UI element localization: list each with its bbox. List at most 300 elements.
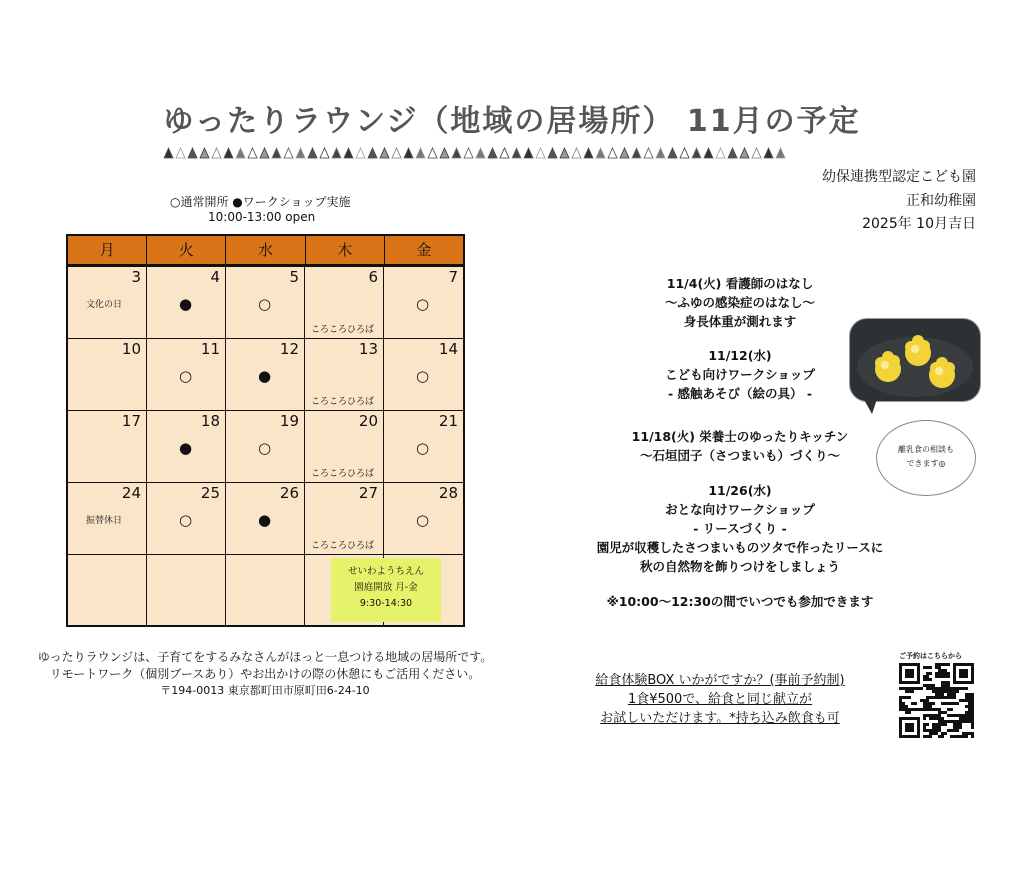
qr-module bbox=[923, 684, 926, 687]
qr-module bbox=[905, 690, 908, 693]
qr-module bbox=[938, 672, 941, 675]
calendar-cell bbox=[68, 555, 147, 627]
qr-module bbox=[935, 666, 938, 669]
qr-module bbox=[965, 693, 968, 696]
qr-module bbox=[938, 663, 941, 666]
qr-module bbox=[935, 708, 938, 711]
page-title: ゆったりラウンジ（地域の居場所） 11月の予定 bbox=[163, 104, 861, 139]
triangle-ornament bbox=[308, 148, 317, 158]
hiroba-note: ころころひろば bbox=[311, 397, 375, 407]
qr-module bbox=[938, 708, 941, 711]
qr-module bbox=[938, 720, 941, 723]
qr-module bbox=[944, 672, 947, 675]
qr-module bbox=[926, 672, 929, 675]
calendar-cell bbox=[226, 483, 305, 555]
hiroba-note: ころころひろば bbox=[311, 541, 375, 551]
qr-module bbox=[926, 714, 929, 717]
qr-module bbox=[905, 708, 908, 711]
qr-module bbox=[944, 711, 947, 714]
day-number: 12 bbox=[279, 340, 299, 358]
qr-module bbox=[929, 678, 932, 681]
qr-module bbox=[932, 696, 935, 699]
qr-module bbox=[911, 690, 914, 693]
day-number: 5 bbox=[289, 268, 299, 286]
qr-module bbox=[938, 729, 941, 732]
qr-module bbox=[929, 666, 932, 669]
qr-module bbox=[965, 720, 968, 723]
qr-module bbox=[935, 723, 938, 726]
qr-module bbox=[947, 672, 950, 675]
qr-module bbox=[929, 714, 932, 717]
footer-address: 〒194-0013 東京都町田市原町田6-24-10 bbox=[160, 684, 370, 697]
footer-usage: リモートワーク（個別ブースあり）やお出かけの際の休憩にもご活用ください。 bbox=[49, 667, 481, 681]
event-title: 11/4(火) 看護師のはなし bbox=[666, 276, 814, 291]
qr-module bbox=[899, 702, 902, 705]
open-mark: ○ bbox=[258, 439, 272, 457]
qr-module bbox=[959, 714, 962, 717]
qr-module bbox=[959, 735, 962, 738]
qr-module bbox=[959, 699, 962, 702]
qr-module bbox=[950, 720, 953, 723]
qr-module bbox=[935, 663, 938, 666]
qr-module bbox=[902, 705, 905, 708]
org-type: 幼保連携型認定こども園 bbox=[822, 169, 976, 185]
triangle-ornament bbox=[200, 148, 209, 158]
calendar-cell bbox=[147, 339, 226, 411]
qr-module bbox=[932, 729, 935, 732]
qr-module bbox=[944, 702, 947, 705]
triangle-ornament bbox=[320, 148, 329, 158]
qr-module bbox=[965, 732, 968, 735]
event-subtitle: - リースづくり - bbox=[693, 521, 787, 536]
triangle-ornament bbox=[716, 148, 725, 158]
qr-module bbox=[971, 723, 974, 726]
triangle-ornament bbox=[188, 148, 197, 158]
calendar-cell bbox=[305, 411, 384, 483]
qr-module bbox=[962, 687, 965, 690]
triangle-ornament bbox=[404, 148, 413, 158]
qr-module bbox=[908, 711, 911, 714]
triangle-ornament bbox=[416, 148, 425, 158]
qr-module bbox=[911, 702, 914, 705]
qr-module bbox=[914, 708, 917, 711]
org-name: 正和幼稚園 bbox=[906, 193, 976, 209]
qr-module bbox=[905, 723, 914, 732]
triangle-ornament bbox=[332, 148, 341, 158]
garden-open-hours: 9:30-14:30 bbox=[359, 598, 413, 609]
qr-module bbox=[968, 711, 971, 714]
dango-photo bbox=[849, 318, 981, 402]
triangle-ornament bbox=[224, 148, 233, 158]
qr-module bbox=[956, 720, 959, 723]
qr-module bbox=[971, 735, 974, 738]
day-number: 3 bbox=[131, 268, 141, 286]
qr-module bbox=[956, 723, 959, 726]
qr-module bbox=[923, 729, 926, 732]
workshop-mark: ● bbox=[258, 511, 272, 529]
qr-module bbox=[953, 726, 956, 729]
calendar-cell bbox=[384, 483, 463, 555]
qr-module bbox=[971, 726, 974, 729]
qr-module bbox=[944, 663, 947, 666]
qr-module bbox=[938, 717, 941, 720]
qr-module bbox=[941, 681, 944, 684]
calendar-header bbox=[68, 236, 463, 267]
qr-module bbox=[968, 702, 971, 705]
triangle-ornament bbox=[272, 148, 281, 158]
calendar-cell bbox=[384, 339, 463, 411]
weekday-mon: 月 bbox=[68, 236, 147, 264]
qr-module bbox=[971, 708, 974, 711]
qr-module bbox=[932, 702, 935, 705]
triangle-ornament bbox=[212, 148, 221, 158]
triangle-ornament bbox=[656, 148, 665, 158]
reservation-qr-code[interactable] bbox=[899, 663, 974, 738]
qr-module bbox=[929, 708, 932, 711]
qr-module bbox=[929, 717, 932, 720]
qr-module bbox=[965, 687, 968, 690]
event-description-2: 秋の自然物を飾りつけをしましょう bbox=[639, 559, 840, 574]
qr-module bbox=[968, 717, 971, 720]
lunch-box-title: 給食体験BOX いかがですか？(事前予約制) bbox=[595, 673, 845, 688]
day-number: 17 bbox=[121, 412, 141, 430]
event-title: おとな向けワークショップ bbox=[665, 502, 815, 517]
event-title: こども向けワークショップ bbox=[665, 367, 815, 382]
qr-module bbox=[902, 702, 905, 705]
legend: ○通常開所 ●ワークショップ実施 bbox=[170, 195, 351, 209]
qr-module bbox=[935, 672, 938, 675]
qr-module bbox=[914, 702, 917, 705]
day-number: 21 bbox=[438, 412, 458, 430]
qr-module bbox=[929, 672, 932, 675]
triangle-ornament bbox=[380, 148, 389, 158]
calendar-cell bbox=[147, 483, 226, 555]
qr-module bbox=[929, 735, 932, 738]
qr-module bbox=[899, 705, 902, 708]
triangle-ornament bbox=[668, 148, 677, 158]
triangle-ornament bbox=[344, 148, 353, 158]
qr-module bbox=[959, 717, 962, 720]
qr-module bbox=[947, 696, 950, 699]
calendar-cell bbox=[68, 411, 147, 483]
triangle-ornament bbox=[584, 148, 593, 158]
triangle-ornament bbox=[536, 148, 545, 158]
lunch-box-note: お試しいただけます。*持ち込み飲食も可 bbox=[600, 711, 840, 726]
qr-module bbox=[956, 735, 959, 738]
qr-module bbox=[965, 696, 968, 699]
hiroba-note: ころころひろば bbox=[311, 469, 375, 479]
qr-module bbox=[968, 705, 971, 708]
qr-module bbox=[962, 714, 965, 717]
qr-module bbox=[932, 726, 935, 729]
qr-module bbox=[929, 696, 932, 699]
triangle-ornament bbox=[632, 148, 641, 158]
qr-module bbox=[932, 684, 935, 687]
qr-module bbox=[935, 714, 938, 717]
qr-module bbox=[932, 714, 935, 717]
day-number: 10 bbox=[121, 340, 141, 358]
qr-module bbox=[944, 675, 947, 678]
qr-module bbox=[911, 708, 914, 711]
qr-module bbox=[950, 708, 953, 711]
qr-module bbox=[920, 687, 923, 690]
qr-module bbox=[926, 696, 929, 699]
participation-note: ※10:00～12:30の間でいつでも参加できます bbox=[606, 594, 874, 609]
qr-module bbox=[944, 681, 947, 684]
open-mark: ○ bbox=[416, 367, 430, 385]
qr-module bbox=[971, 699, 974, 702]
qr-module bbox=[956, 714, 959, 717]
calendar bbox=[66, 234, 465, 627]
triangle-ornament bbox=[464, 148, 473, 158]
triangle-ornament bbox=[452, 148, 461, 158]
qr-module bbox=[941, 675, 944, 678]
triangle-ornament bbox=[548, 148, 557, 158]
garden-open-days: 園庭開放 月-金 bbox=[354, 582, 418, 593]
qr-module bbox=[932, 690, 935, 693]
qr-module bbox=[905, 669, 914, 678]
qr-module bbox=[944, 684, 947, 687]
qr-module bbox=[947, 720, 950, 723]
open-mark: ○ bbox=[179, 511, 193, 529]
qr-module bbox=[959, 687, 962, 690]
hiroba-note: ころころひろば bbox=[311, 325, 375, 335]
qr-module bbox=[926, 687, 929, 690]
calendar-cell bbox=[226, 555, 305, 627]
qr-module bbox=[971, 711, 974, 714]
qr-module bbox=[926, 723, 929, 726]
qr-module bbox=[938, 726, 941, 729]
day-number: 11 bbox=[200, 340, 220, 358]
qr-module bbox=[950, 729, 953, 732]
qr-module bbox=[932, 723, 935, 726]
qr-module bbox=[968, 699, 971, 702]
qr-module bbox=[971, 693, 974, 696]
qr-module bbox=[956, 729, 959, 732]
triangle-ornament bbox=[740, 148, 749, 158]
qr-module bbox=[938, 675, 941, 678]
qr-module bbox=[941, 735, 944, 738]
qr-module bbox=[941, 702, 944, 705]
weekday-thu: 木 bbox=[306, 236, 385, 264]
day-number: 18 bbox=[200, 412, 220, 430]
qr-module bbox=[968, 693, 971, 696]
qr-module bbox=[926, 735, 929, 738]
qr-module bbox=[938, 696, 941, 699]
holiday-note: 文化の日 bbox=[86, 300, 123, 310]
day-number: 27 bbox=[358, 484, 378, 502]
triangle-ornament bbox=[284, 148, 293, 158]
qr-module bbox=[971, 696, 974, 699]
calendar-cell bbox=[226, 411, 305, 483]
qr-module bbox=[947, 690, 950, 693]
qr-module bbox=[908, 687, 911, 690]
qr-module bbox=[950, 690, 953, 693]
day-number: 25 bbox=[200, 484, 220, 502]
triangle-ornament bbox=[776, 148, 785, 158]
weekday-wed: 水 bbox=[226, 236, 305, 264]
calendar-cell bbox=[147, 267, 226, 339]
qr-module bbox=[941, 693, 944, 696]
qr-module bbox=[938, 693, 941, 696]
qr-module bbox=[968, 696, 971, 699]
qr-module bbox=[938, 687, 941, 690]
triangle-ornament bbox=[476, 148, 485, 158]
day-number: 6 bbox=[368, 268, 378, 286]
qr-module bbox=[926, 702, 929, 705]
qr-module bbox=[947, 729, 950, 732]
qr-module bbox=[971, 720, 974, 723]
qr-module bbox=[965, 735, 968, 738]
event-adult-workshop bbox=[540, 481, 940, 576]
qr-module bbox=[899, 699, 902, 702]
qr-module bbox=[938, 735, 941, 738]
calendar-cell bbox=[305, 267, 384, 339]
qr-module bbox=[926, 678, 929, 681]
triangle-ornament bbox=[512, 148, 521, 158]
qr-module bbox=[944, 732, 947, 735]
triangle-ornament bbox=[236, 148, 245, 158]
qr-module bbox=[911, 687, 914, 690]
qr-module bbox=[941, 696, 944, 699]
qr-module bbox=[932, 708, 935, 711]
qr-module bbox=[965, 714, 968, 717]
triangle-ornament bbox=[704, 148, 713, 158]
qr-module bbox=[926, 729, 929, 732]
calendar-cell bbox=[305, 339, 384, 411]
qr-module bbox=[953, 690, 956, 693]
triangle-ornament bbox=[764, 148, 773, 158]
kindergarten-name: せいわようちえん bbox=[347, 566, 424, 577]
qr-module bbox=[929, 687, 932, 690]
consultation-bubble bbox=[876, 420, 976, 496]
qr-module bbox=[926, 675, 929, 678]
qr-module bbox=[908, 696, 911, 699]
qr-module bbox=[947, 702, 950, 705]
qr-module bbox=[923, 678, 926, 681]
triangle-ornament bbox=[260, 148, 269, 158]
qr-module bbox=[926, 705, 929, 708]
calendar-cell bbox=[68, 267, 147, 339]
triangle-ornament bbox=[440, 148, 449, 158]
triangle-ornament bbox=[500, 148, 509, 158]
qr-module bbox=[923, 666, 926, 669]
bubble-line-2: できます◎ bbox=[906, 459, 946, 468]
qr-module bbox=[962, 735, 965, 738]
qr-module bbox=[947, 693, 950, 696]
reservation-label: ご予約はこちらから bbox=[899, 652, 962, 660]
qr-module bbox=[914, 687, 917, 690]
calendar-cell bbox=[147, 555, 226, 627]
qr-module bbox=[947, 663, 950, 666]
qr-module bbox=[923, 708, 926, 711]
qr-module bbox=[950, 714, 953, 717]
weekday-fri: 金 bbox=[416, 241, 432, 259]
calendar-cell bbox=[68, 339, 147, 411]
qr-module bbox=[905, 705, 908, 708]
day-number: 14 bbox=[438, 340, 458, 358]
day-number: 26 bbox=[279, 484, 299, 502]
workshop-mark: ● bbox=[258, 367, 272, 385]
calendar-cell bbox=[147, 411, 226, 483]
qr-module bbox=[968, 720, 971, 723]
qr-module bbox=[941, 687, 944, 690]
qr-module bbox=[965, 699, 968, 702]
qr-module bbox=[923, 726, 926, 729]
qr-module bbox=[950, 693, 953, 696]
event-title: 11/18(火) 栄養士のゆったりキッチン bbox=[631, 429, 849, 444]
qr-module bbox=[947, 687, 950, 690]
qr-module bbox=[941, 690, 944, 693]
triangle-ornament bbox=[296, 148, 305, 158]
qr-module bbox=[959, 723, 962, 726]
open-mark: ○ bbox=[416, 511, 430, 529]
qr-module bbox=[968, 714, 971, 717]
qr-module bbox=[965, 711, 968, 714]
triangle-ornament bbox=[368, 148, 377, 158]
bubble-line-1: 離乳食の相談も bbox=[898, 445, 954, 454]
qr-module bbox=[953, 702, 956, 705]
qr-module bbox=[908, 708, 911, 711]
qr-module bbox=[941, 684, 944, 687]
qr-module bbox=[962, 720, 965, 723]
qr-module bbox=[971, 732, 974, 735]
qr-module bbox=[938, 690, 941, 693]
qr-module bbox=[935, 726, 938, 729]
triangle-ornament bbox=[176, 148, 185, 158]
qr-module bbox=[962, 717, 965, 720]
qr-module bbox=[953, 714, 956, 717]
qr-module bbox=[944, 720, 947, 723]
calendar-cell bbox=[305, 483, 384, 555]
qr-module bbox=[971, 714, 974, 717]
event-date: 11/12(水) bbox=[708, 348, 772, 363]
qr-module bbox=[938, 669, 941, 672]
triangle-ornament bbox=[752, 148, 761, 158]
qr-module bbox=[944, 723, 947, 726]
day-number: 7 bbox=[448, 268, 458, 286]
triangle-ornament bbox=[572, 148, 581, 158]
qr-module bbox=[935, 693, 938, 696]
qr-module bbox=[932, 687, 935, 690]
qr-module bbox=[971, 702, 974, 705]
qr-module bbox=[953, 693, 956, 696]
qr-module bbox=[902, 696, 905, 699]
qr-module bbox=[959, 720, 962, 723]
qr-module bbox=[950, 687, 953, 690]
qr-module bbox=[899, 687, 902, 690]
calendar-cell bbox=[226, 267, 305, 339]
qr-module bbox=[923, 705, 926, 708]
triangle-ornament bbox=[164, 148, 173, 158]
qr-module bbox=[926, 666, 929, 669]
qr-module bbox=[926, 708, 929, 711]
triangle-ornament bbox=[620, 148, 629, 158]
qr-module bbox=[926, 684, 929, 687]
qr-module bbox=[953, 723, 956, 726]
qr-module bbox=[959, 669, 968, 678]
event-description: 園児が収穫したさつまいものツタで作ったリースに bbox=[596, 540, 884, 555]
qr-module bbox=[923, 702, 926, 705]
qr-module bbox=[944, 669, 947, 672]
qr-module bbox=[938, 711, 941, 714]
qr-module bbox=[941, 669, 944, 672]
holiday-note: 振替休日 bbox=[86, 516, 123, 526]
triangle-ornament bbox=[560, 148, 569, 158]
qr-module bbox=[905, 711, 908, 714]
qr-module bbox=[935, 690, 938, 693]
qr-module bbox=[962, 732, 965, 735]
